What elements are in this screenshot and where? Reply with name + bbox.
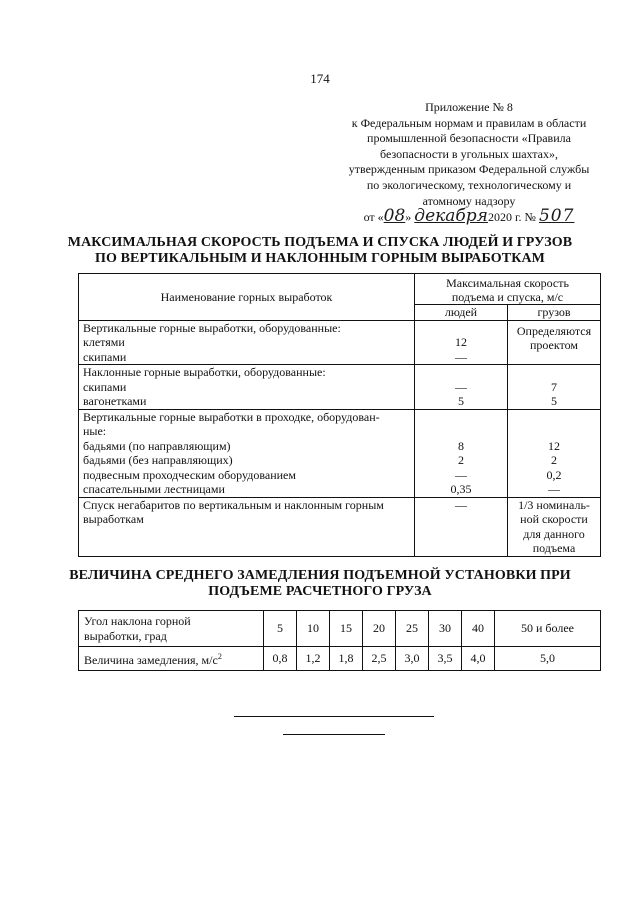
header-speed-line: Максимальная скорость: [446, 276, 569, 290]
angle-cell: 25: [396, 611, 429, 647]
table-row: [79, 497, 601, 556]
appendix-line: промышленной безопасности «Правила: [367, 131, 571, 146]
decel-cell: 4,0: [462, 647, 495, 671]
handwritten-day: 08: [383, 206, 406, 227]
appendix-line: безопасности в угольных шахтах»,: [380, 146, 558, 161]
table1-title-line: ПО ВЕРТИКАЛЬНЫМ И НАКЛОННЫМ ГОРНЫМ ВЫРАБОТКАМ: [95, 251, 545, 266]
table2-title-line: ВЕЛИЧИНА СРЕДНЕГО ЗАМЕДЛЕНИЯ ПОДЪЕМНОЙ УСТАНОВКИ ПРИ: [69, 568, 571, 583]
decel-cell: 3,0: [396, 647, 429, 671]
header-speed: [415, 274, 601, 305]
header-speed-line: подъема и спуска, м/с: [451, 290, 564, 304]
handwritten-order-number: 507: [538, 206, 575, 227]
appendix-line: атомному надзору: [422, 193, 516, 208]
header-cargo: грузов: [508, 305, 601, 321]
order-year: 2020 г. №: [487, 210, 536, 225]
angle-cell: 15: [330, 611, 363, 647]
angle-cell: 5: [264, 611, 297, 647]
row-cargo: 1/3 номиналь- ной скорости для данного подъема: [508, 497, 601, 556]
table1-title: [0, 235, 640, 267]
row-name: Вертикальные горные выработки, оборудованные: клетями скипами: [79, 320, 415, 365]
handwritten-month: декабря: [414, 206, 488, 227]
order-quote: »: [405, 210, 412, 225]
header-name: Наименование горных выработок: [79, 274, 415, 321]
row-name: Наклонные горные выработки, оборудованные: скипами вагонетками: [79, 365, 415, 410]
table-row: [79, 611, 601, 647]
decel-cell: 1,2: [297, 647, 330, 671]
table-row: [79, 320, 601, 365]
table2-title: [0, 568, 640, 600]
table-header-row: [79, 274, 601, 305]
row-name: Вертикальные горные выработки в проходке, оборудован- ные: бадьями (по направляющим) бадьями (без направляющих) подвесным проходческим оборудованием спасательными лестницами: [79, 409, 415, 497]
row-people: 12 —: [415, 320, 508, 365]
row-people: 8 2 — 0,35: [415, 409, 508, 497]
table-row: [79, 647, 601, 671]
decel-cell: 2,5: [363, 647, 396, 671]
angle-cell: 10: [297, 611, 330, 647]
divider-line: [234, 716, 434, 717]
header-people: людей: [415, 305, 508, 321]
page-number: 174: [310, 71, 330, 86]
row-people: — 5: [415, 365, 508, 410]
row-cargo: 12 2 0,2 —: [508, 409, 601, 497]
order-prefix: от «: [363, 210, 384, 225]
angle-cell: 20: [363, 611, 396, 647]
appendix-block: [330, 100, 608, 226]
row-people: —: [415, 497, 508, 556]
decel-cell: 0,8: [264, 647, 297, 671]
appendix-line: к Федеральным нормам и правилам в области: [351, 115, 587, 130]
angle-cell: 50 и более: [495, 611, 601, 647]
row-cargo: Определяются проектом: [508, 320, 601, 365]
divider-line: [283, 734, 385, 735]
table-row: [79, 409, 601, 497]
decel-label: Величина замедления, $м/с^2$: [79, 647, 264, 671]
decel-cell: 3,5: [429, 647, 462, 671]
appendix-line: по экологическому, технологическому и: [366, 177, 572, 192]
angle-label: Угол наклона горной выработки, град: [79, 611, 264, 647]
deceleration-table: [78, 610, 601, 671]
appendix-title: Приложение № 8: [425, 100, 513, 114]
row-name: Спуск негабаритов по вертикальным и наклонным горным выработкам: [79, 497, 415, 556]
row-cargo: 7 5: [508, 365, 601, 410]
table-row: [79, 365, 601, 410]
appendix-line: утвержденным приказом Федеральной службы: [348, 162, 590, 177]
order-date-line: [330, 206, 608, 227]
max-speed-table: [78, 273, 601, 557]
angle-cell: 40: [462, 611, 495, 647]
table1-title-line: МАКСИМАЛЬНАЯ СКОРОСТЬ ПОДЪЕМА И СПУСКА ЛЮДЕЙ И ГРУЗОВ: [67, 235, 573, 250]
decel-cell: 1,8: [330, 647, 363, 671]
angle-cell: 30: [429, 611, 462, 647]
decel-cell: 5,0: [495, 647, 601, 671]
table2-title-line: ПОДЪЕМЕ РАСЧЕТНОГО ГРУЗА: [208, 584, 432, 599]
